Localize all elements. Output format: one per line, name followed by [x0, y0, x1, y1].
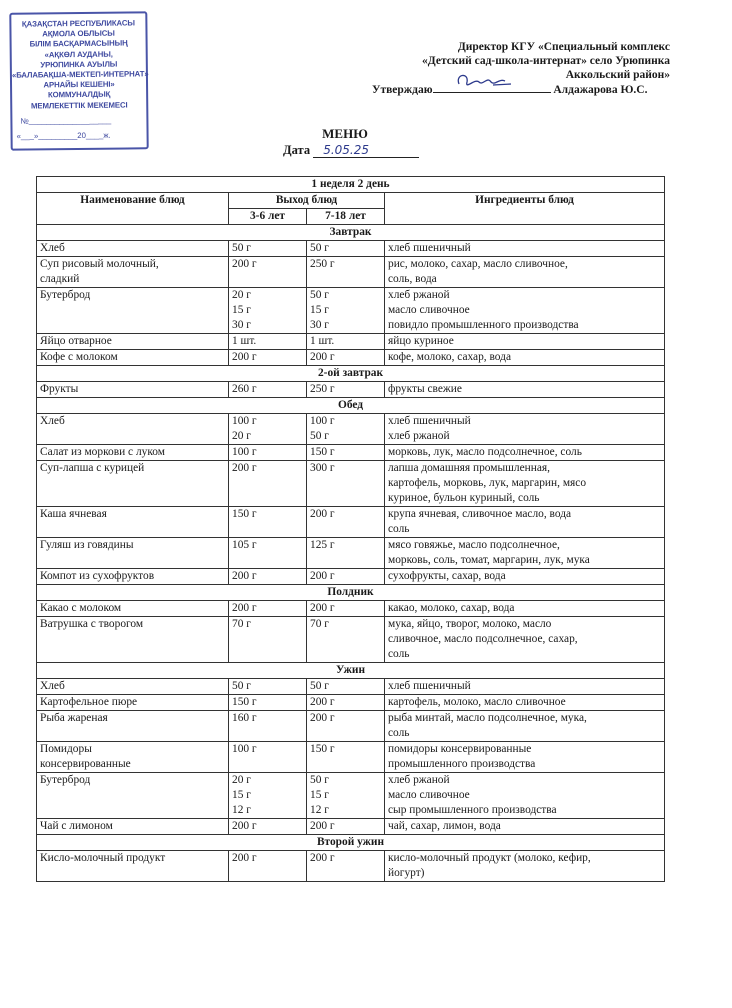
- portion-3-6-cell: [229, 538, 307, 569]
- stamp-line: АҚМОЛА ОБЛЫСЫ: [42, 28, 115, 39]
- cell-line: Салат из моркови с луком: [40, 446, 165, 458]
- approval-line-3: Аккольский район»: [565, 69, 670, 81]
- cell-line: 105 г: [232, 539, 257, 551]
- portion-3-6-cell: [229, 414, 307, 445]
- column-header-dish: Наименование блюд: [37, 193, 229, 225]
- cell-line: какао, молоко, сахар, вода: [388, 602, 515, 614]
- header-row: [37, 193, 665, 209]
- stamp-text: [11, 18, 149, 111]
- cell-line: промышленного производства: [388, 758, 536, 770]
- dish-cell: [37, 742, 229, 773]
- ingredients-cell: [385, 601, 665, 617]
- cell-line: лапша домашняя промышленная,: [388, 462, 550, 474]
- cell-line: Бутерброд: [40, 289, 91, 301]
- ingredients-cell: [385, 445, 665, 461]
- director-name: Алдажарова Ю.С.: [553, 84, 648, 96]
- cell-line: помидоры консервированные: [388, 743, 532, 755]
- portion-3-6-cell: [229, 350, 307, 366]
- cell-line: 200 г: [310, 351, 335, 363]
- portion-3-6-cell: [229, 241, 307, 257]
- cell-line: 200 г: [232, 820, 257, 832]
- handwritten-signature: [453, 70, 513, 92]
- cell-line: 70 г: [310, 618, 329, 630]
- portion-7-18-cell: [307, 851, 385, 882]
- ingredients-cell: [385, 350, 665, 366]
- dish-cell: [37, 461, 229, 507]
- stamp-date: «___»_________20____ж.: [16, 130, 111, 141]
- portion-3-6-cell: [229, 382, 307, 398]
- cell-line: 200 г: [232, 258, 257, 270]
- ingredients-cell: [385, 241, 665, 257]
- cell-line: 50 г: [310, 242, 329, 254]
- approval-line-2: «Детский сад-школа-интернат» село Урюпинка: [422, 55, 670, 67]
- cell-line: Помидоры: [40, 743, 92, 755]
- signature-field: [433, 82, 551, 93]
- cell-line: 260 г: [232, 383, 257, 395]
- portion-7-18-cell: [307, 461, 385, 507]
- portion-7-18-cell: [307, 679, 385, 695]
- column-header-age-3-6: 3-6 лет: [229, 209, 307, 225]
- cell-line: 1 шт.: [232, 335, 257, 347]
- dish-cell: [37, 617, 229, 663]
- cell-line: Хлеб: [40, 242, 65, 254]
- cell-line: Кисло-молочный продукт: [40, 852, 166, 864]
- portion-7-18-cell: [307, 334, 385, 350]
- portion-7-18-cell: [307, 241, 385, 257]
- cell-line: Яйцо отварное: [40, 335, 112, 347]
- ingredients-cell: [385, 538, 665, 569]
- ingredients-cell: [385, 257, 665, 288]
- ingredients-cell: [385, 819, 665, 835]
- cell-line: 100 г: [310, 415, 335, 427]
- portion-7-18-cell: [307, 695, 385, 711]
- cell-line: масло сливочное: [388, 789, 470, 801]
- cell-line: 150 г: [310, 743, 335, 755]
- cell-line: масло сливочное: [388, 304, 470, 316]
- cell-line: 20 г: [232, 774, 251, 786]
- table-row: [37, 569, 665, 585]
- cell-line: Фрукты: [40, 383, 79, 395]
- portion-7-18-cell: [307, 257, 385, 288]
- cell-line: йогурт): [388, 867, 425, 879]
- date-line: [283, 143, 419, 158]
- portion-3-6-cell: [229, 601, 307, 617]
- meal-section-row: [37, 835, 665, 851]
- dish-cell: [37, 288, 229, 334]
- cell-line: 1 шт.: [310, 335, 335, 347]
- stamp-line: ҚАЗАҚСТАН РЕСПУБЛИКАСЫ: [21, 18, 135, 29]
- cell-line: консервированные: [40, 758, 131, 770]
- ingredients-cell: [385, 742, 665, 773]
- portion-7-18-cell: [307, 288, 385, 334]
- cell-line: мука, яйцо, творог, молоко, масло: [388, 618, 552, 630]
- cell-line: 150 г: [310, 446, 335, 458]
- cell-line: 20 г: [232, 289, 251, 301]
- ingredients-cell: [385, 288, 665, 334]
- portion-3-6-cell: [229, 569, 307, 585]
- cell-line: морковь, соль, томат, маргарин, лук, мука: [388, 554, 590, 566]
- cell-line: 250 г: [310, 258, 335, 270]
- dish-cell: [37, 819, 229, 835]
- stamp-line: «БАЛАБАҚША-МЕКТЕП-ИНТЕРНАТ»: [11, 69, 149, 80]
- cell-line: Чай с лимоном: [40, 820, 113, 832]
- cell-line: чай, сахар, лимон, вода: [388, 820, 501, 832]
- ingredients-cell: [385, 569, 665, 585]
- table-row: [37, 382, 665, 398]
- cell-line: куриное, бульон куриный, соль: [388, 492, 540, 504]
- cell-line: 15 г: [232, 789, 251, 801]
- cell-line: 200 г: [232, 602, 257, 614]
- ingredients-cell: [385, 507, 665, 538]
- table-row: [37, 507, 665, 538]
- cell-line: сладкий: [40, 273, 80, 285]
- portion-3-6-cell: [229, 617, 307, 663]
- cell-line: 100 г: [232, 415, 257, 427]
- table-row: [37, 288, 665, 334]
- cell-line: Суп рисовый молочный,: [40, 258, 159, 270]
- portion-3-6-cell: [229, 257, 307, 288]
- menu-table: [36, 176, 665, 882]
- portion-3-6-cell: [229, 445, 307, 461]
- dish-cell: [37, 241, 229, 257]
- table-row: [37, 461, 665, 507]
- table-row: [37, 695, 665, 711]
- table-row: [37, 350, 665, 366]
- cell-line: 300 г: [310, 462, 335, 474]
- cell-line: хлеб ржаной: [388, 289, 450, 301]
- stamp-line: УРЮПИНКА АУЫЛЫ: [40, 59, 118, 70]
- cell-line: 160 г: [232, 712, 257, 724]
- portion-7-18-cell: [307, 617, 385, 663]
- dish-cell: [37, 382, 229, 398]
- cell-line: сыр промышленного производства: [388, 804, 557, 816]
- cell-line: Бутерброд: [40, 774, 91, 786]
- portion-3-6-cell: [229, 773, 307, 819]
- table-row: [37, 241, 665, 257]
- cell-line: 12 г: [232, 804, 251, 816]
- cell-line: кофе, молоко, сахар, вода: [388, 351, 512, 363]
- table-row: [37, 711, 665, 742]
- portion-7-18-cell: [307, 445, 385, 461]
- cell-line: Суп-лапша с курицей: [40, 462, 145, 474]
- cell-line: мясо говяжье, масло подсолнечное,: [388, 539, 560, 551]
- dish-cell: [37, 445, 229, 461]
- cell-line: соль: [388, 727, 410, 739]
- column-header-age-7-18: 7-18 лет: [307, 209, 385, 225]
- dish-cell: [37, 773, 229, 819]
- cell-line: Какао с молоком: [40, 602, 122, 614]
- stamp-line: «АҚКӨЛ АУДАНЫ,: [44, 49, 113, 59]
- cell-line: крупа ячневая, сливочное масло, вода: [388, 508, 572, 520]
- cell-line: хлеб пшеничный: [388, 242, 471, 254]
- dish-cell: [37, 350, 229, 366]
- stamp-line: КОММУНАЛДЫҚ: [47, 90, 111, 100]
- portion-3-6-cell: [229, 507, 307, 538]
- portion-3-6-cell: [229, 334, 307, 350]
- ingredients-cell: [385, 617, 665, 663]
- cell-line: 250 г: [310, 383, 335, 395]
- table-row: [37, 257, 665, 288]
- cell-line: кисло-молочный продукт (молоко, кефир,: [388, 852, 591, 864]
- meal-section-row: [37, 366, 665, 382]
- cell-line: 200 г: [310, 820, 335, 832]
- menu-body: [37, 225, 665, 882]
- meal-section-heading: 2-ой завтрак: [37, 366, 665, 382]
- cell-line: морковь, лук, масло подсолнечное, соль: [388, 446, 582, 458]
- cell-line: 100 г: [232, 446, 257, 458]
- portion-3-6-cell: [229, 851, 307, 882]
- dish-cell: [37, 414, 229, 445]
- stamp-line: АРНАЙЫ КЕШЕНІ»: [43, 79, 115, 90]
- meal-section-row: [37, 585, 665, 601]
- cell-line: Кофе с молоком: [40, 351, 118, 363]
- table-row: [37, 819, 665, 835]
- dish-cell: [37, 507, 229, 538]
- week-day-row: [37, 177, 665, 193]
- cell-line: 200 г: [232, 351, 257, 363]
- cell-line: сливочное, масло подсолнечное, сахар,: [388, 633, 578, 645]
- cell-line: Хлеб: [40, 415, 65, 427]
- ingredients-cell: [385, 711, 665, 742]
- approval-line-1: Директор КГУ «Специальный комплекс: [457, 41, 670, 53]
- cell-line: Хлеб: [40, 680, 65, 692]
- cell-line: 125 г: [310, 539, 335, 551]
- ingredients-cell: [385, 334, 665, 350]
- cell-line: 30 г: [310, 319, 329, 331]
- cell-line: 50 г: [310, 680, 329, 692]
- cell-line: хлеб пшеничный: [388, 680, 471, 692]
- page-title: МЕНЮ: [322, 126, 368, 141]
- table-row: [37, 851, 665, 882]
- meal-section-row: [37, 225, 665, 241]
- portion-7-18-cell: [307, 773, 385, 819]
- portion-7-18-cell: [307, 711, 385, 742]
- cell-line: хлеб ржаной: [388, 430, 450, 442]
- cell-line: 15 г: [310, 304, 329, 316]
- portion-7-18-cell: [307, 538, 385, 569]
- ingredients-cell: [385, 461, 665, 507]
- cell-line: 50 г: [232, 242, 251, 254]
- stamp-line: БІЛІМ БАСҚАРМАСЫНЫҢ: [29, 38, 128, 49]
- portion-3-6-cell: [229, 288, 307, 334]
- cell-line: хлеб ржаной: [388, 774, 450, 786]
- table-row: [37, 334, 665, 350]
- cell-line: 200 г: [310, 696, 335, 708]
- cell-line: 50 г: [232, 680, 251, 692]
- cell-line: Ватрушка с творогом: [40, 618, 144, 630]
- table-row: [37, 742, 665, 773]
- cell-line: 100 г: [232, 743, 257, 755]
- cell-line: Рыба жареная: [40, 712, 108, 724]
- table-row: [37, 679, 665, 695]
- portion-7-18-cell: [307, 819, 385, 835]
- table-row: [37, 538, 665, 569]
- meal-section-row: [37, 663, 665, 679]
- cell-line: 30 г: [232, 319, 251, 331]
- cell-line: рис, молоко, сахар, масло сливочное,: [388, 258, 568, 270]
- column-header-ingredients: Ингредиенты блюд: [385, 193, 665, 225]
- portion-7-18-cell: [307, 569, 385, 585]
- portion-7-18-cell: [307, 742, 385, 773]
- cell-line: 150 г: [232, 508, 257, 520]
- date-value: 5.05.25: [313, 143, 419, 158]
- dish-cell: [37, 601, 229, 617]
- cell-line: сухофрукты, сахар, вода: [388, 570, 506, 582]
- portion-7-18-cell: [307, 350, 385, 366]
- cell-line: 200 г: [232, 852, 257, 864]
- cell-line: 200 г: [232, 462, 257, 474]
- cell-line: 12 г: [310, 804, 329, 816]
- cell-line: рыба минтай, масло подсолнечное, мука,: [388, 712, 587, 724]
- cell-line: 200 г: [310, 602, 335, 614]
- table-row: [37, 414, 665, 445]
- dish-cell: [37, 851, 229, 882]
- cell-line: 200 г: [232, 570, 257, 582]
- cell-line: Компот из сухофруктов: [40, 570, 155, 582]
- meal-section-heading: Завтрак: [37, 225, 665, 241]
- portion-3-6-cell: [229, 819, 307, 835]
- cell-line: хлеб пшеничный: [388, 415, 471, 427]
- cell-line: 15 г: [232, 304, 251, 316]
- meal-section-row: [37, 398, 665, 414]
- ingredients-cell: [385, 414, 665, 445]
- meal-section-heading: Обед: [37, 398, 665, 414]
- date-label: Дата: [283, 143, 311, 157]
- ingredients-cell: [385, 382, 665, 398]
- ingredients-cell: [385, 679, 665, 695]
- approval-signature-line: [372, 82, 648, 96]
- dish-cell: [37, 711, 229, 742]
- dish-cell: [37, 538, 229, 569]
- stamp-number: №___________________: [20, 115, 112, 126]
- cell-line: 70 г: [232, 618, 251, 630]
- table-row: [37, 601, 665, 617]
- portion-3-6-cell: [229, 742, 307, 773]
- cell-line: Каша ячневая: [40, 508, 107, 520]
- cell-line: яйцо куриное: [388, 335, 454, 347]
- cell-line: 20 г: [232, 430, 251, 442]
- cell-line: Гуляш из говядины: [40, 539, 134, 551]
- dish-cell: [37, 679, 229, 695]
- cell-line: картофель, морковь, лук, маргарин, мясо: [388, 477, 587, 489]
- dish-cell: [37, 695, 229, 711]
- ingredients-cell: [385, 695, 665, 711]
- cell-line: 200 г: [310, 570, 335, 582]
- cell-line: 15 г: [310, 789, 329, 801]
- portion-7-18-cell: [307, 507, 385, 538]
- week-day-heading: 1 неделя 2 день: [37, 177, 665, 193]
- dish-cell: [37, 569, 229, 585]
- cell-line: 50 г: [310, 430, 329, 442]
- meal-section-heading: Второй ужин: [37, 835, 665, 851]
- portion-3-6-cell: [229, 695, 307, 711]
- table-row: [37, 773, 665, 819]
- cell-line: 50 г: [310, 289, 329, 301]
- stamp-line: МЕМЛЕКЕТТІК МЕКЕМЕСІ: [30, 100, 128, 111]
- portion-3-6-cell: [229, 679, 307, 695]
- column-header-output: Выход блюд: [229, 193, 385, 209]
- dish-cell: [37, 334, 229, 350]
- cell-line: 50 г: [310, 774, 329, 786]
- portion-7-18-cell: [307, 601, 385, 617]
- cell-line: картофель, молоко, масло сливочное: [388, 696, 566, 708]
- cell-line: 150 г: [232, 696, 257, 708]
- table-row: [37, 617, 665, 663]
- portion-3-6-cell: [229, 461, 307, 507]
- portion-7-18-cell: [307, 382, 385, 398]
- cell-line: соль: [388, 648, 410, 660]
- ingredients-cell: [385, 773, 665, 819]
- meal-section-heading: Ужин: [37, 663, 665, 679]
- cell-line: повидло промышленного производства: [388, 319, 579, 331]
- cell-line: 200 г: [310, 712, 335, 724]
- cell-line: 200 г: [310, 508, 335, 520]
- approve-label: Утверждаю: [372, 84, 433, 96]
- dish-cell: [37, 257, 229, 288]
- ingredients-cell: [385, 851, 665, 882]
- meal-section-heading: Полдник: [37, 585, 665, 601]
- table-row: [37, 445, 665, 461]
- cell-line: 200 г: [310, 852, 335, 864]
- portion-3-6-cell: [229, 711, 307, 742]
- cell-line: фрукты свежие: [388, 383, 462, 395]
- cell-line: соль, вода: [388, 273, 437, 285]
- portion-7-18-cell: [307, 414, 385, 445]
- cell-line: соль: [388, 523, 410, 535]
- cell-line: Картофельное пюре: [40, 696, 138, 708]
